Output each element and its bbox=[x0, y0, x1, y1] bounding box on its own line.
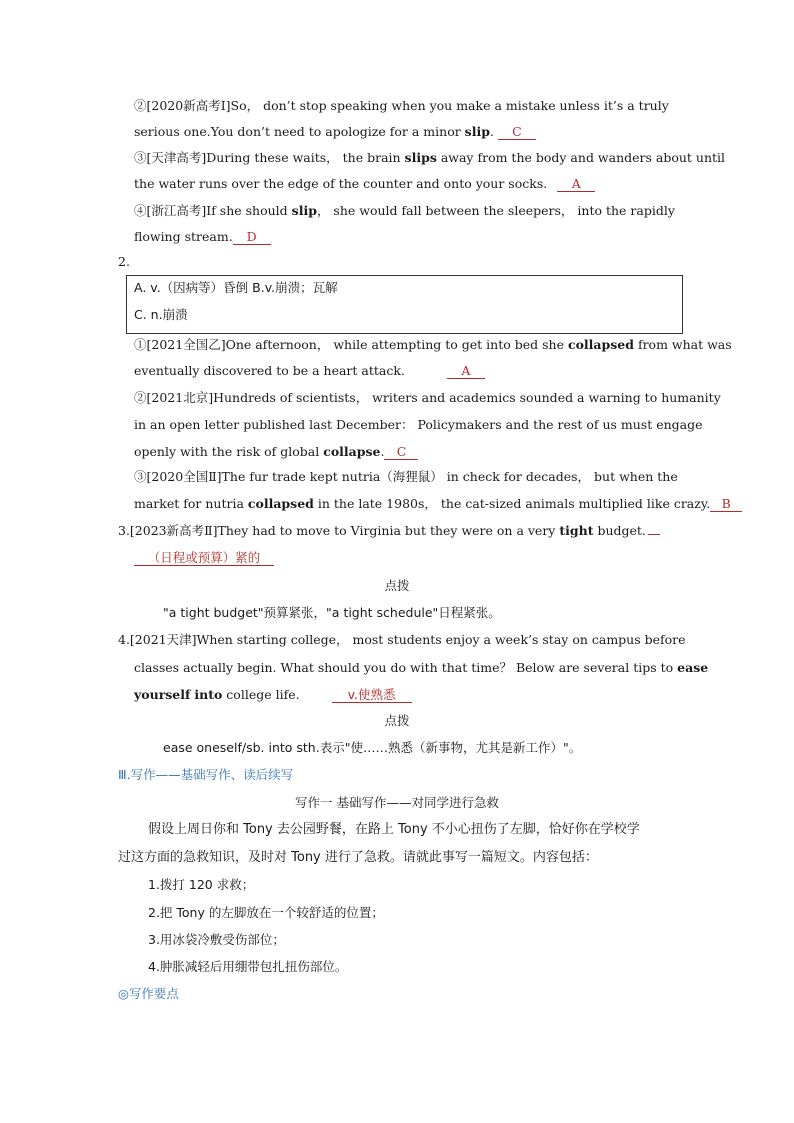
q2-item1-line1-post: from what was bbox=[633, 337, 732, 352]
q3-line1-pre: 3.[2023新高考Ⅱ]They had to move to Virginia but they were on a very bbox=[118, 523, 560, 538]
q1-item3-line1-post: away from the body and wanders about until bbox=[436, 150, 726, 165]
q2-item1-line1 bbox=[134, 337, 732, 353]
q2-item3-line2-post: in the late 1980s， the cat-sized animals multiplied like crazy. bbox=[313, 496, 711, 511]
q3-line1-post: budget. bbox=[593, 523, 646, 538]
q2-item3-line1: ③[2020全国Ⅱ]The fur trade kept nutria（海狸鼠） in check for decades， but when the bbox=[134, 469, 678, 484]
q2-item2-keyword: collapse bbox=[323, 444, 381, 459]
writing-prompt-line1: 假设上周日你和 Tony 去公园野餐，在路上 Tony 不小心扭伤了左脚，恰好你在学校学 bbox=[148, 822, 640, 837]
q2-options-line1: A. v.（因病等）昏倒 B.v.崩溃；瓦解 bbox=[134, 280, 338, 295]
q1-item2-line2 bbox=[134, 124, 536, 140]
q1-item3-line2 bbox=[134, 176, 595, 192]
q4-line3 bbox=[134, 687, 412, 703]
q4-keyword-ease: ease bbox=[677, 660, 709, 675]
q1-item2-line2-pre: serious one.You don’t need to apologize for a minor bbox=[134, 124, 465, 139]
q1-item4-line2-text: flowing stream. bbox=[134, 229, 233, 244]
q4-keyword-yourself: yourself bbox=[134, 687, 191, 702]
q1-item2-keyword: slip bbox=[464, 124, 490, 139]
writing-point-4: 4.肿胀减轻后用绷带包扎扭伤部位。 bbox=[148, 959, 348, 974]
q2-item2-line1: ②[2021北京]Hundreds of scientists， writers and academics sounded a warning to humanity bbox=[134, 390, 721, 405]
q4-line3-post: college life. bbox=[222, 687, 300, 702]
q4-tip-title: 点拨 bbox=[384, 713, 410, 728]
q4-line2 bbox=[134, 660, 708, 676]
q1-item4-keyword: slip bbox=[291, 203, 317, 218]
q2-item3-line2 bbox=[134, 496, 742, 512]
q1-item3-line2-text: the water runs over the edge of the counter and onto your socks. bbox=[134, 176, 548, 191]
q3-tip-text: "a tight budget"预算紧张，"a tight schedule"日程紧张。 bbox=[163, 605, 501, 620]
q2-item1-line1-pre: ①[2021全国乙]One afternoon， while attempting to get into bed she bbox=[134, 337, 568, 352]
q2-options-line2: C. n.崩溃 bbox=[134, 307, 188, 322]
q1-item4-line1 bbox=[134, 203, 675, 219]
writing-point-3: 3.用冰袋冷敷受伤部位； bbox=[148, 932, 285, 947]
q2-item2-line3 bbox=[134, 444, 418, 460]
q4-line2-pre: classes actually begin. What should you do with that time？ Below are several tips to bbox=[134, 660, 678, 675]
q1-item3-answer: A bbox=[557, 177, 595, 192]
q2-item1-line2-text: eventually discovered to be a heart attack. bbox=[134, 363, 405, 378]
q2-item1-line2 bbox=[134, 363, 485, 379]
q1-item2-line2-post: . bbox=[489, 124, 494, 139]
q2-item2-line3-pre: openly with the risk of global bbox=[134, 444, 324, 459]
q2-item2-line2: in an open letter published last December： Policymakers and the rest of us must engage bbox=[134, 417, 703, 432]
q1-item3-line1-pre: ③[天津高考]During these waits， the brain bbox=[134, 150, 405, 165]
q1-item3-line1 bbox=[134, 150, 725, 166]
q1-item4-line1-post: ， she would fall between the sleepers， into the rapidly bbox=[316, 203, 675, 218]
q1-item2-line1: ②[2020新高考Ⅰ]So， don’t stop speaking when you make a mistake unless it’s a truly bbox=[134, 98, 669, 113]
q2-number: 2. bbox=[118, 254, 130, 269]
q2-item3-answer: B bbox=[710, 497, 742, 512]
section3-heading: Ⅲ.写作——基础写作、读后续写 bbox=[118, 767, 294, 782]
q3-answer: （日程或预算）紧的 bbox=[134, 551, 274, 566]
q2-item1-answer: A bbox=[447, 364, 485, 379]
writing-point-1: 1.拨打 120 求救； bbox=[148, 877, 255, 892]
writing-task-title: 写作一 基础写作——对同学进行急救 bbox=[295, 795, 499, 810]
q3-tip-title: 点拨 bbox=[384, 578, 410, 593]
q1-item4-line1-pre: ④[浙江高考]If she should bbox=[134, 203, 292, 218]
q1-item3-keyword: slips bbox=[404, 150, 437, 165]
q1-item4-answer: D bbox=[233, 230, 271, 245]
q2-item3-line2-pre: market for nutria bbox=[134, 496, 248, 511]
q2-item3-keyword: collapsed bbox=[247, 496, 314, 511]
q1-item4-line2 bbox=[134, 229, 271, 245]
writing-point-2: 2.把 Tony 的左脚放在一个较舒适的位置； bbox=[148, 905, 384, 920]
q3-line1 bbox=[118, 523, 646, 539]
q1-item2-answer: C bbox=[498, 125, 536, 140]
q3-answer-blank-start bbox=[648, 523, 660, 539]
q2-item2-line3-post: . bbox=[380, 444, 385, 459]
writing-prompt-line2: 过这方面的急救知识，及时对 Tony 进行了急救。请就此事写一篇短文。内容包括： bbox=[118, 850, 598, 865]
q2-item1-keyword: collapsed bbox=[567, 337, 634, 352]
q4-keyword-into: into bbox=[194, 687, 223, 702]
q4-line1: 4.[2021天津]When starting college， most students enjoy a week’s stay on campus before bbox=[118, 632, 686, 647]
q3-keyword: tight bbox=[559, 523, 594, 538]
q4-answer: v.使熟悉 bbox=[332, 688, 412, 703]
q4-tip-text: ease oneself/sb. into sth.表示"使……熟悉（新事物，尤其是新工作）"。 bbox=[163, 740, 582, 755]
writing-key-points-heading: ◎写作要点 bbox=[118, 986, 179, 1001]
q3-answer-line bbox=[134, 550, 274, 566]
q2-item2-answer: C bbox=[384, 445, 418, 460]
